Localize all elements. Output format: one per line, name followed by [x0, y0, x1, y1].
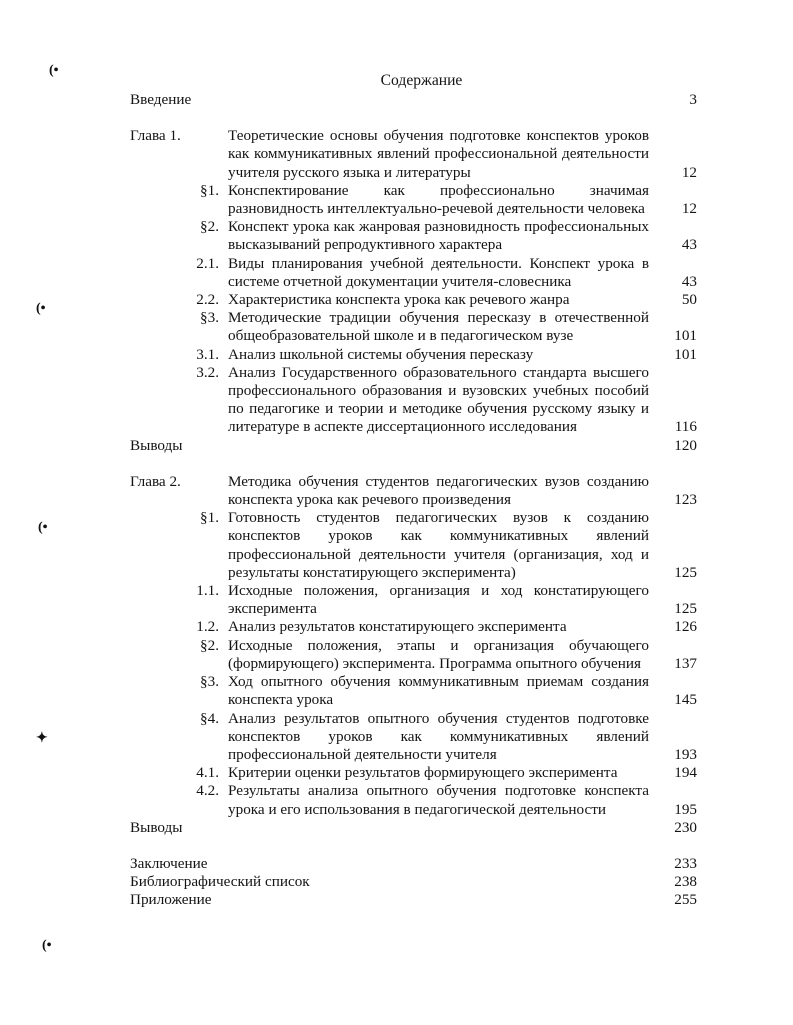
section-number: 4.2. [196, 782, 219, 800]
page-number: 123 [674, 491, 697, 509]
toc-entry [130, 255, 697, 291]
entry-text: Выводы [130, 818, 183, 836]
toc-entry [130, 346, 697, 364]
table-of-contents [130, 91, 697, 910]
margin-mark: (• [42, 938, 52, 953]
toc-entry [130, 182, 697, 218]
page-number: 193 [674, 745, 697, 763]
page-number: 101 [674, 327, 697, 345]
entry-text: Конспект урока как жанровая разновидность профессиональных высказываний репродуктивного характера [228, 218, 649, 254]
toc-chapter-2 [130, 473, 697, 509]
entry-text: Результаты анализа опытного обучения подготовке конспекта урока и его использования в педагогической деятельности [228, 782, 649, 818]
section-number: 4.1. [196, 764, 219, 782]
entry-text: Виды планирования учебной деятельности. Конспект урока в системе отчетной документации учителя-словесника [228, 254, 649, 290]
entry-text: Исходные положения, этапы и организация обучающего (формирующего) эксперимента. Программа опытного обучения [228, 636, 649, 672]
entry-text: Теоретические основы обучения подготовке конспектов уроков как коммуникативных явлений профессиональной деятельности учителя русского языка и литературы [228, 127, 649, 181]
section-number: §1. [200, 181, 219, 199]
toc-entry-bibliography [130, 873, 697, 891]
entry-text: Критерии оценки результатов формирующего эксперимента [228, 764, 618, 782]
margin-mark: (• [36, 301, 46, 316]
toc-entry [130, 364, 697, 437]
page-number: 50 [681, 291, 697, 309]
section-number: §3. [200, 309, 219, 327]
entry-text: Приложение [130, 891, 212, 909]
section-number: 1.2. [196, 618, 219, 636]
page-number: 43 [681, 272, 697, 290]
section-number: 3.2. [196, 363, 219, 381]
section-number: §4. [200, 709, 219, 727]
page-number: 126 [674, 618, 697, 636]
page-number: 12 [681, 200, 697, 218]
section-number: 3.1. [196, 345, 219, 363]
entry-text: Анализ результатов констатирующего эксперимента [228, 618, 567, 636]
toc-entry [130, 218, 697, 254]
chapter-label: Глава 2. [130, 472, 181, 490]
toc-entry-conclusions [130, 819, 697, 837]
entry-text: Анализ результатов опытного обучения студентов подготовке конспектов уроков как коммуникативных явлений профессиональной деятельности учителя [228, 709, 649, 763]
toc-entry [130, 710, 697, 765]
margin-mark: (• [38, 520, 48, 535]
toc-entry [130, 582, 697, 618]
toc-entry [130, 637, 697, 673]
toc-entry-conclusion [130, 855, 697, 873]
page-number: 3 [689, 91, 697, 108]
toc-entry [130, 782, 697, 818]
entry-text: Характеристика конспекта урока как речевого жанра [228, 291, 570, 309]
entry-text: Конспектирование как профессионально значимая разновидность интеллектуально-речевой деятельности человека [228, 181, 649, 218]
section-number: §3. [200, 673, 219, 691]
toc-entry [130, 509, 697, 582]
entry-text: Методика обучения студентов педагогических вузов созданию конспекта урока как речевого произведения [228, 472, 649, 509]
page-number: 238 [674, 873, 697, 891]
page-number: 233 [674, 854, 697, 872]
toc-chapter-1 [130, 127, 697, 182]
section-number: §1. [200, 509, 219, 527]
entry-text: Анализ школьной системы обучения пересказу [228, 345, 534, 363]
page-number: 145 [674, 691, 697, 709]
page-number: 125 [674, 600, 697, 618]
page-number: 116 [674, 418, 697, 436]
toc-entry-intro [130, 91, 697, 109]
entry-text: Анализ Государственного образовательного стандарта высшего профессионального образования и вузовских учебных пособий по педагогике и теории и методике обучения русскому языку и литературе в аспекте диссертационного исследования [228, 363, 649, 436]
section-number: 2.1. [196, 254, 219, 272]
section-number: 2.2. [196, 291, 219, 309]
entry-text: Исходные положения, организация и ход констатирующего эксперимента [228, 582, 649, 618]
toc-entry [130, 673, 697, 709]
toc-entry-conclusions [130, 437, 697, 455]
entry-text: Методические традиции обучения пересказу в отечественной общеобразовательной школе и в педагогическом вузе [228, 309, 649, 345]
chapter-label: Глава 1. [130, 127, 181, 145]
toc-entry-appendix [130, 891, 697, 909]
page-number: 230 [674, 818, 697, 836]
entry-text: Введение [130, 91, 192, 108]
page-number: 120 [674, 436, 697, 454]
entry-text: Готовность студентов педагогических вузов к созданию конспектов уроков как коммуникативных явлений профессиональной деятельности учителя (организация, ход и результаты констатирующего эксперимента) [228, 509, 649, 581]
entry-text: Заключение [130, 854, 208, 872]
margin-mark: (• [49, 63, 59, 78]
page-number: 194 [674, 764, 697, 782]
toc-entry [130, 764, 697, 782]
margin-mark: ✦ [36, 731, 48, 746]
page-number: 195 [674, 800, 697, 818]
page-number: 125 [674, 563, 697, 581]
toc-title: Содержание [380, 72, 463, 89]
page-number: 255 [674, 891, 697, 909]
page-number: 101 [674, 345, 697, 363]
toc-entry [130, 309, 697, 345]
entry-text: Библиографический список [130, 873, 310, 891]
page-number: 43 [681, 236, 697, 254]
toc-entry [130, 618, 697, 636]
section-number: §2. [200, 218, 219, 236]
section-number: 1.1. [196, 582, 219, 600]
toc-entry [130, 291, 697, 309]
page-number: 137 [674, 654, 697, 672]
section-number: §2. [200, 636, 219, 654]
entry-text: Выводы [130, 436, 183, 454]
entry-text: Ход опытного обучения коммуникативным приемам создания конспекта урока [228, 673, 649, 709]
page-number: 12 [681, 163, 697, 181]
